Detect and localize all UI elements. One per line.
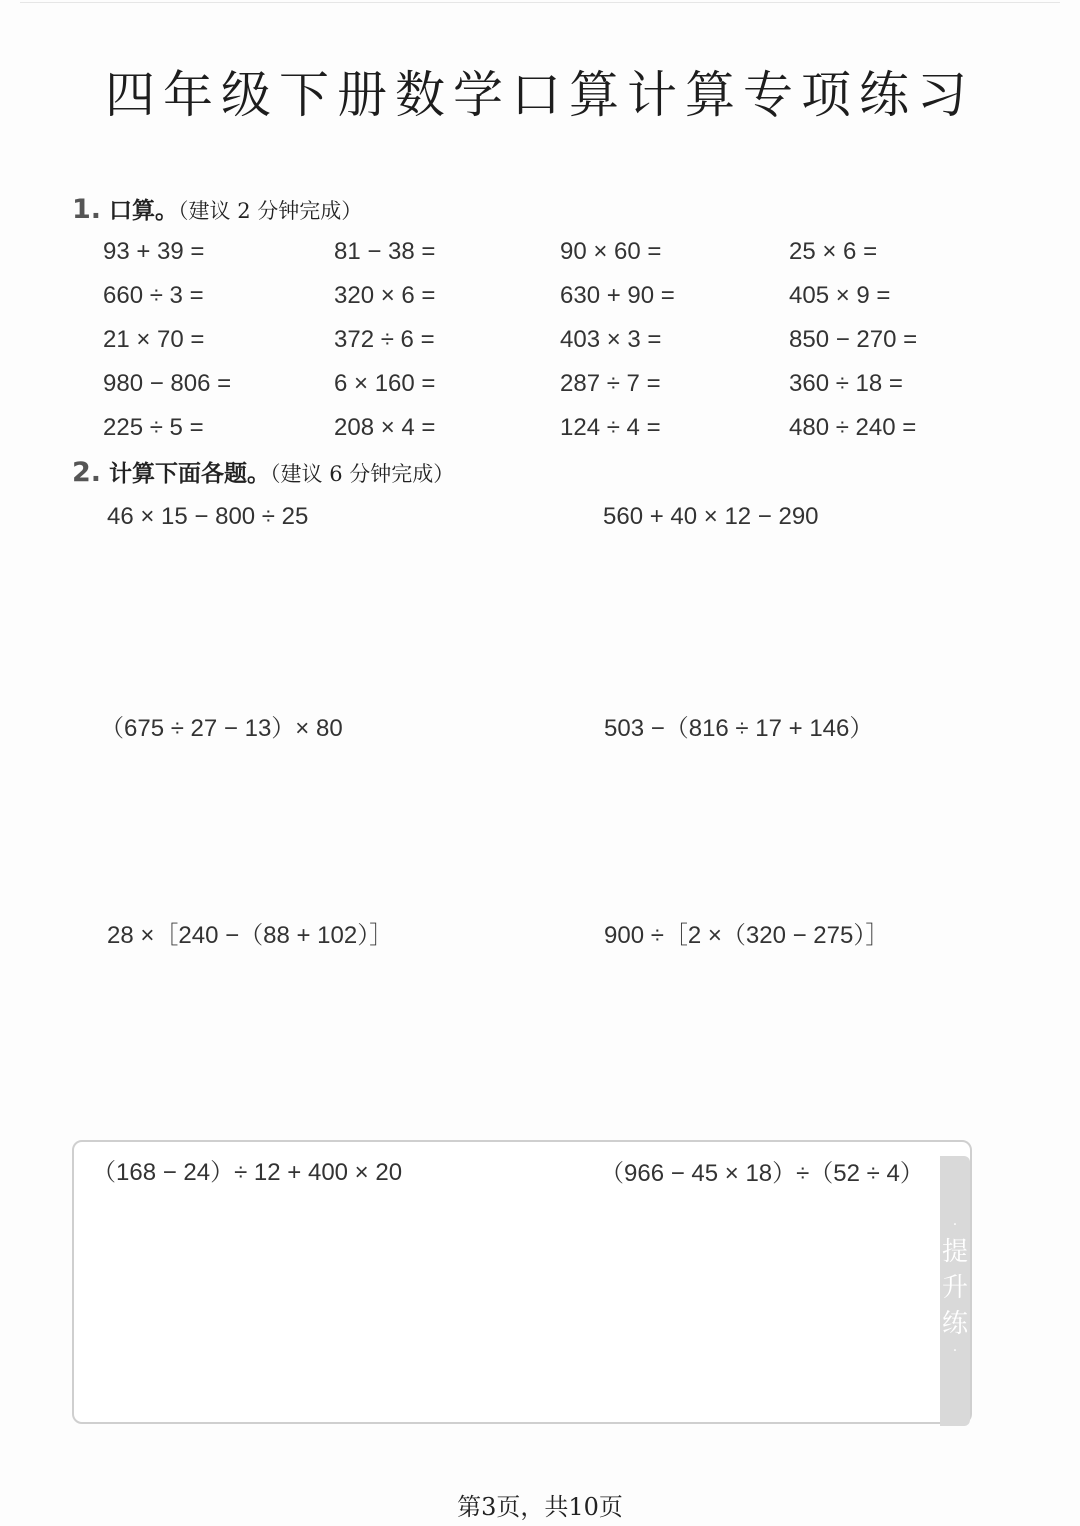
oral-item: 660 ÷ 3 = [103, 282, 204, 309]
oral-item: 21 × 70 = [103, 326, 205, 353]
problem: 28 ×［240 −（88 + 102）］ [107, 922, 394, 949]
oral-item: 90 × 60 = [560, 238, 662, 265]
oral-item: 980 − 806 = [103, 370, 232, 397]
section-1-label: 口算。 [109, 198, 179, 224]
boxed-problem: （966 − 45 × 18）÷（52 ÷ 4） [600, 1160, 924, 1187]
side-tab-label [940, 1216, 970, 1360]
oral-item: 850 − 270 = [789, 326, 918, 353]
section-1-number: 1. [72, 194, 102, 225]
oral-item: 405 × 9 = [789, 282, 891, 309]
section-2-hint: （建议 6 分钟完成） [270, 462, 455, 486]
oral-item: 93 + 39 = [103, 238, 205, 265]
oral-item: 208 × 4 = [334, 414, 436, 441]
tab-dot: · [952, 1217, 958, 1233]
tab-char: 练 [941, 1309, 968, 1339]
section-2-number: 2. [72, 457, 102, 488]
section-2-heading [72, 455, 454, 488]
oral-item: 25 × 6 = [789, 238, 878, 265]
oral-item: 287 ÷ 7 = [560, 370, 661, 397]
section-1-heading [72, 192, 362, 225]
problem: （675 ÷ 27 − 13）× 80 [100, 715, 343, 742]
boxed-problem: （168 − 24）÷ 12 + 400 × 20 [92, 1159, 403, 1186]
oral-item: 81 − 38 = [334, 238, 436, 265]
oral-item: 480 ÷ 240 = [789, 414, 917, 441]
oral-item: 403 × 3 = [560, 326, 662, 353]
oral-item: 225 ÷ 5 = [103, 414, 204, 441]
tab-dot: · [952, 1343, 958, 1359]
page-title: 四年级下册数学口算计算专项练习 [105, 66, 975, 124]
oral-item: 320 × 6 = [334, 282, 436, 309]
top-rule [20, 2, 1060, 3]
problem: 46 × 15 − 800 ÷ 25 [107, 503, 309, 530]
section-2-label: 计算下面各题。 [109, 461, 271, 487]
oral-item: 6 × 160 = [334, 370, 436, 397]
problem: 900 ÷［2 ×（320 − 275）］ [604, 922, 890, 949]
tab-char: 升 [941, 1273, 968, 1303]
oral-item: 124 ÷ 4 = [560, 414, 661, 441]
problem: 560 + 40 × 12 − 290 [603, 503, 819, 530]
oral-item: 360 ÷ 18 = [789, 370, 903, 397]
side-tab [940, 1156, 970, 1426]
problem: 503 −（816 ÷ 17 + 146） [604, 715, 874, 742]
oral-item: 630 + 90 = [560, 282, 675, 309]
section-1-hint: （建议 2 分钟完成） [178, 199, 363, 223]
tab-char: 提 [941, 1237, 968, 1267]
page-footer: 第3页，共10页 [457, 1493, 623, 1521]
oral-item: 372 ÷ 6 = [334, 326, 435, 353]
